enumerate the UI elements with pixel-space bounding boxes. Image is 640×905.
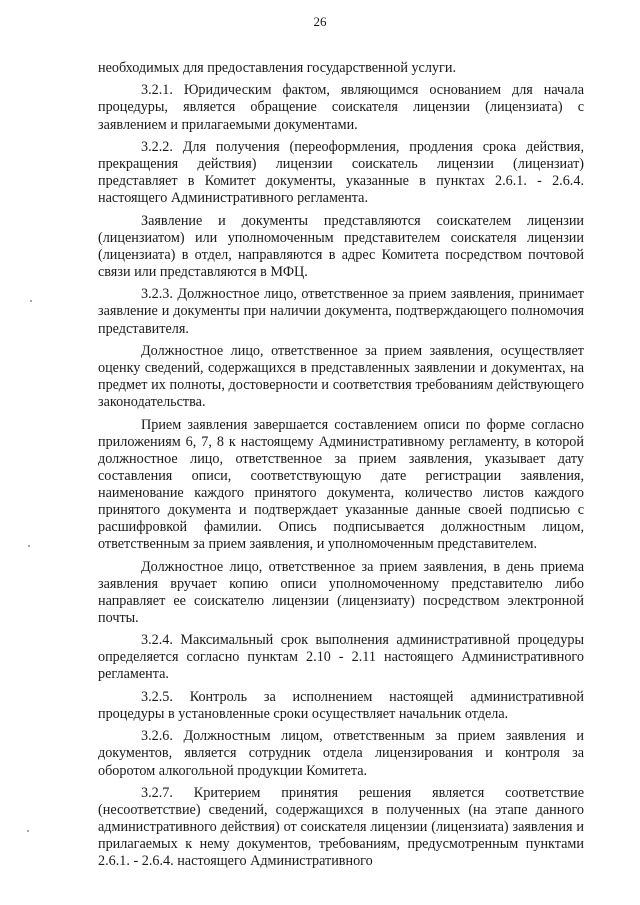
document-body [98,60,584,876]
scan-speck [27,830,29,832]
paragraph-submission: Заявление и документы представляются соискателем лицензии (лицензиатом) или уполномоченным представителем соискателя лицензии (лицензиата) в отдел, направляются в адрес Комитета посредством почтовой связи или представляются в МФЦ. [98,212,584,280]
paragraph-3-2-6: 3.2.6. Должностным лицом, ответственным за прием заявления и документов, является сотрудник отдела лицензирования и контроля за оборотом алкогольной продукции Комитета. [98,728,584,779]
paragraph-copy-delivery: Должностное лицо, ответственное за прием заявления, в день приема заявления вручает копию описи уполномоченному представителю либо направляет ее соискателю лицензии (лицензиату) посредством электронной почты. [98,558,584,626]
paragraph-3-2-5: 3.2.5. Контроль за исполнением настоящей административной процедуры в установленные сроки осуществляет начальник отдела. [98,688,584,722]
paragraph-continuation: необходимых для предоставления государственной услуги. [98,60,456,76]
paragraph-3-2-3: 3.2.3. Должностное лицо, ответственное за прием заявления, принимает заявление и документы при наличии документа, подтверждающего полномочия представителя. [98,286,584,337]
scan-speck [28,545,30,547]
page-number: 26 [313,14,327,29]
paragraph-assessment: Должностное лицо, ответственное за прием заявления, осуществляет оценку сведений, содержащихся в представленных заявлении и документах, на предмет их полноты, достоверности и соответствия требованиям действующего законодательства. [98,342,584,411]
paragraph-3-2-4: 3.2.4. Максимальный срок выполнения административной процедуры определяется согласно пунктам 2.10 - 2.11 настоящего Административного регламента. [98,632,584,683]
paragraph-3-2-1: 3.2.1. Юридическим фактом, являющимся основанием для начала процедуры, является обращение соискателя лицензии (лицензиата) с заявлением и прилагаемыми документами. [98,82,584,133]
paragraph-inventory: Прием заявления завершается составлением описи по форме согласно приложениям 6, 7, 8 к настоящему Административному регламенту, в которой должностное лицо, ответственное за прием заявления, указывает дату составления описи, соответствующую дате регистрации заявления, наименование каждого принятого документа, количество листов каждого принятого документа и подтверждает указанные данные своей подписью с расшифровкой фамилии. Опись подписывается должностным лицом, ответственным за прием заявления, и уполномоченным представителем. [98,416,584,553]
paragraph-3-2-2: 3.2.2. Для получения (переоформления, продления срока действия, прекращения действия) лицензии соискатель лицензии (лицензиат) представляет в Комитет документы, указанные в пунктах 2.6.1. - 2.6.4. настоящего Административного регламента. [98,138,584,207]
scan-speck [30,300,32,302]
paragraph-3-2-7: 3.2.7. Критерием принятия решения является соответствие (несоответствие) сведений, содержащихся в полученных (на этапе данного административного действия) от соискателя лицензии (лицензиата) заявления и прилагаемых к нему документов, требованиям, предусмотренным пунктами 2.6.1. - 2.6.4. настоящего Административного [98,784,584,870]
